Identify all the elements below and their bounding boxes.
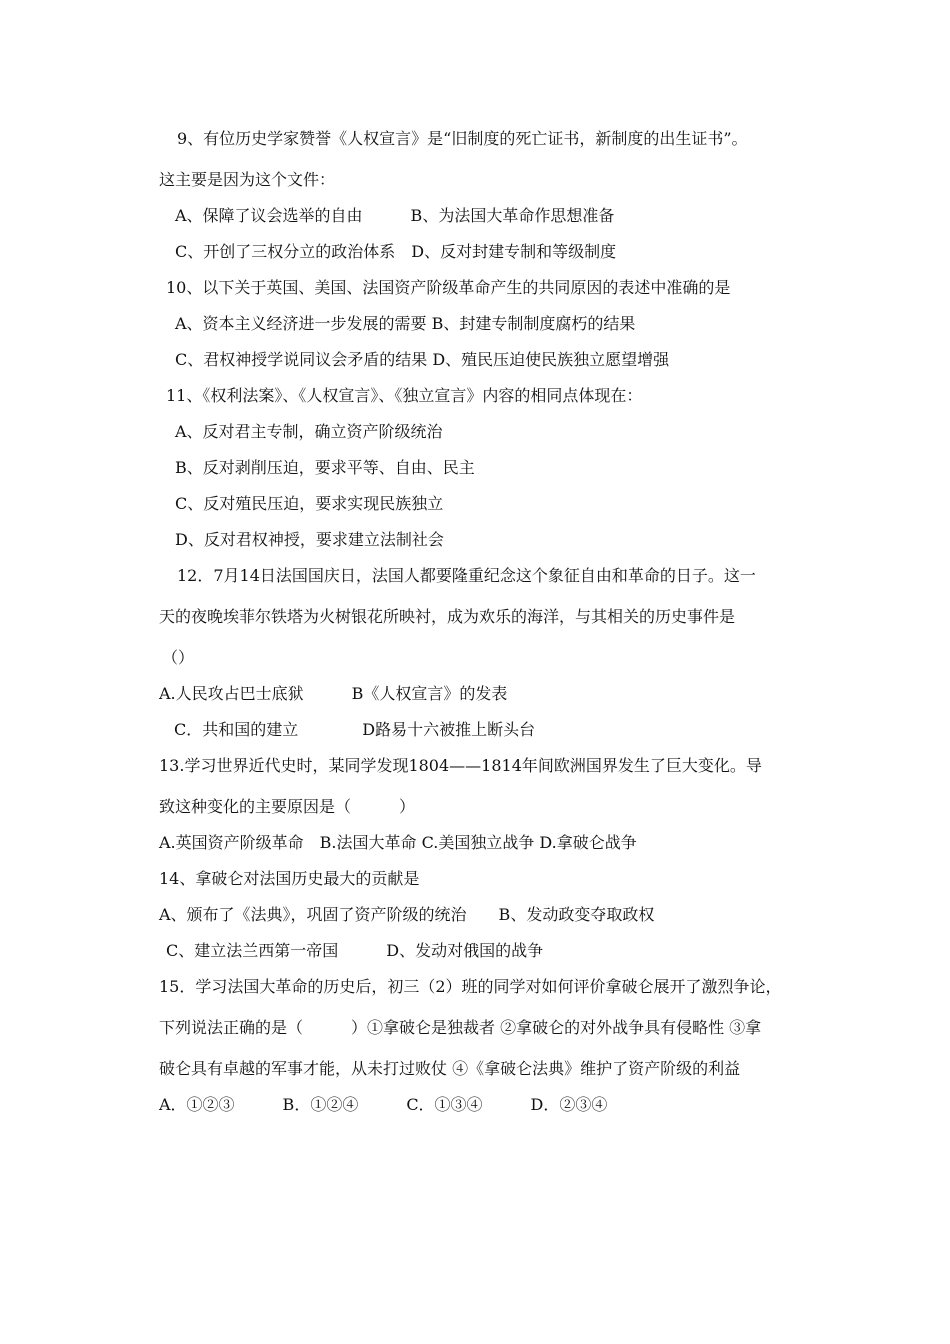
q11-option-a: A、反对君主专制，确立资产阶级统治	[175, 422, 443, 441]
q14-options-line-1: A、颁布了《法典》，巩固了资产阶级的统治 B、发动政变夺取政权	[159, 905, 655, 924]
q13-stem-line-2: 致这种变化的主要原因是（ ）	[159, 797, 416, 816]
q12-stem-line-1: 12．7月14日法国国庆日，法国人都要隆重纪念这个象征自由和革命的日子。这一	[177, 566, 756, 585]
q13-stem-line-1: 13.学习世界近代史时，某同学发现1804——1814年间欧洲国界发生了巨大变化。导	[159, 756, 762, 775]
q10-options-line-1: A、资本主义经济进一步发展的需要 B、封建专制制度腐朽的结果	[175, 314, 636, 333]
q11-stem: 11、《权利法案》、《人权宣言》、《独立宣言》内容的相同点体现在：	[166, 386, 643, 405]
q15-options: A．①②③ B．①②④ C．①③④ D．②③④	[159, 1095, 608, 1114]
q11-option-c: C、反对殖民压迫，要求实现民族独立	[175, 494, 444, 513]
q15-stem-line-3: 破仑具有卓越的军事才能，从未打过败仗 ④《拿破仑法典》维护了资产阶级的利益	[159, 1059, 741, 1078]
q10-stem: 10、以下关于英国、美国、法国资产阶级革命产生的共同原因的表述中准确的是	[166, 278, 731, 297]
q15-stem-line-2: 下列说法正确的是（ ）①拿破仑是独裁者 ②拿破仑的对外战争具有侵略性 ③拿	[159, 1018, 762, 1037]
q14-stem: 14、拿破仑对法国历史最大的贡献是	[159, 869, 420, 888]
q12-options-line-1: A.人民攻占巴士底狱 B《人权宣言》的发表	[159, 684, 508, 703]
q11-option-b: B、反对剥削压迫，要求平等、自由、民主	[175, 458, 475, 477]
q12-options-line-2: C．共和国的建立 D路易十六被推上断头台	[174, 720, 536, 739]
q12-stem-line-3: （）	[162, 648, 195, 667]
q9-options-line-1: A、保障了议会选举的自由 B、为法国大革命作思想准备	[175, 206, 615, 225]
q15-stem-line-1: 15．学习法国大革命的历史后，初三（2）班的同学对如何评价拿破仑展开了激烈争论，	[159, 977, 782, 996]
q9-options-line-2: C、开创了三权分立的政治体系 D、反对封建专制和等级制度	[175, 242, 617, 261]
q12-stem-line-2: 天的夜晚埃菲尔铁塔为火树银花所映衬，成为欢乐的海洋，与其相关的历史事件是	[159, 607, 736, 626]
q9-stem-line-2: 这主要是因为这个文件：	[159, 170, 336, 189]
q14-options-line-2: C、建立法兰西第一帝国 D、发动对俄国的战争	[166, 941, 544, 960]
q11-option-d: D、反对君权神授，要求建立法制社会	[175, 530, 444, 549]
q13-options: A.英国资产阶级革命 B.法国大革命 C.美国独立战争 D.拿破仑战争	[159, 833, 637, 852]
q9-stem-line-1: 9、有位历史学家赞誉《人权宣言》是“旧制度的死亡证书，新制度的出生证书”。	[177, 129, 748, 148]
q10-options-line-2: C、君权神授学说同议会矛盾的结果 D、殖民压迫使民族独立愿望增强	[175, 350, 670, 369]
